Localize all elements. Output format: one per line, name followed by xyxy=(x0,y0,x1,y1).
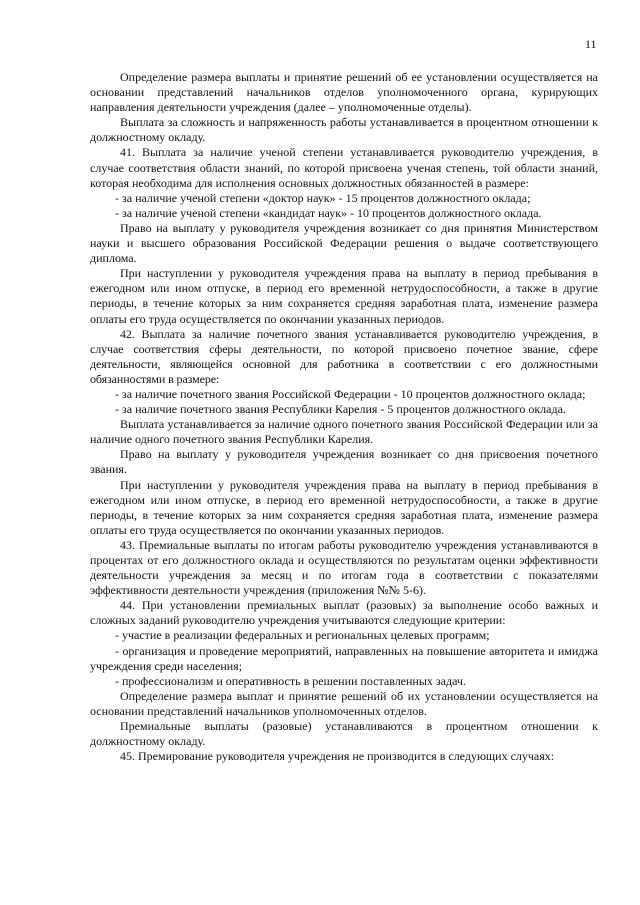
list-item: - профессионализм и оперативность в решении поставленных задач. xyxy=(115,673,466,688)
paragraph: Выплата устанавливается за наличие одного почетного звания Российской Федерации или за наличие одного почетного звания Республики Карелия. xyxy=(90,417,598,447)
list-item: - организация и проведение мероприятий, направленных на повышение авторитета и имиджа учреждения среди населения; xyxy=(90,643,598,673)
document-body xyxy=(90,70,598,764)
paragraph: Определение размера выплаты и принятие решений об ее установлении осуществляется на основании представлений начальников отделов уполномоченного органа, курирующих направления деятельности учреждения (далее – уполномоченные отделы). xyxy=(90,70,598,115)
paragraph-section-42: 42. Выплата за наличие почетного звания устанавливается руководителю учреждения, в случае соответствия сферы деятельности, по которой присвоено почетное звание, сфере деятельности, являющейся основной для работника в соответствии с его должностными обязанностями в размере: xyxy=(90,326,598,386)
paragraph: Премиальные выплаты (разовые) устанавливаются в процентном отношении к должностному окладу. xyxy=(90,719,598,749)
paragraph: Право на выплату у руководителя учреждения возникает со дня принятия Министерством науки и высшего образования Российской Федерации решения о выдаче соответствующего диплома. xyxy=(90,220,598,266)
paragraph-section-41: 41. Выплата за наличие ученой степени устанавливается руководителю учреждения, в случае соответствия области знаний, по которой присвоена ученая степень, той области знаний, которая необходима для исполнения основных должностных обязанностей в размере: xyxy=(90,145,598,190)
list-item: - за наличие ученой степени «доктор наук» - 15 процентов должностного оклада; xyxy=(115,190,531,205)
page-number: 11 xyxy=(585,37,597,51)
list-item: - участие в реализации федеральных и региональных целевых программ; xyxy=(115,628,490,643)
paragraph: Право на выплату у руководителя учреждения возникает со дня присвоения почетного звания. xyxy=(90,447,598,477)
paragraph-section-44: 44. При установлении премиальных выплат (разовых) за выполнение особо важных и сложных заданий руководителю учреждения учитываются следующие критерии: xyxy=(90,598,598,628)
paragraph-section-43: 43. Премиальные выплаты по итогам работы руководителю учреждения устанавливаются в процентах от его должностного оклада и осуществляются по результатам оценки эффективности деятельности учреждения за месяц и по итогам года в соответствии с показателями эффективности деятельности учреждения (приложения №№ 5-6). xyxy=(90,537,598,598)
paragraph: Определение размера выплат и принятие решений об их установлении осуществляется на основании представлений начальников уполномоченных отделов. xyxy=(90,688,598,718)
paragraph: При наступлении у руководителя учреждения права на выплату в период пребывания в ежегодном или ином отпуске, в период его временной нетрудоспособности, а также в другие периоды, в течение которых за ним сохраняется средняя заработная плата, изменение размера оплаты его труда осуществляется по окончании указанных периодов. xyxy=(90,477,598,537)
paragraph: Выплата за сложность и напряженность работы устанавливается в процентном отношении к должностному окладу. xyxy=(90,115,598,145)
list-item: - за наличие ученой степени «кандидат наук» - 10 процентов должностного оклада. xyxy=(115,205,542,220)
list-item: - за наличие почетного звания Республики Карелия - 5 процентов должностного оклада. xyxy=(115,402,566,417)
paragraph: При наступлении у руководителя учреждения права на выплату в период пребывания в ежегодном или ином отпуске, в период его временной нетрудоспособности, а также в другие периоды, в течение которых за ним сохраняется средняя заработная плата, изменение размера оплаты его труда осуществляется по окончании указанных периодов. xyxy=(90,266,598,326)
paragraph-section-45: 45. Премирование руководителя учреждения не производится в следующих случаях: xyxy=(120,749,555,764)
list-item: - за наличие почетного звания Российской Федерации - 10 процентов должностного оклада; xyxy=(115,386,586,401)
